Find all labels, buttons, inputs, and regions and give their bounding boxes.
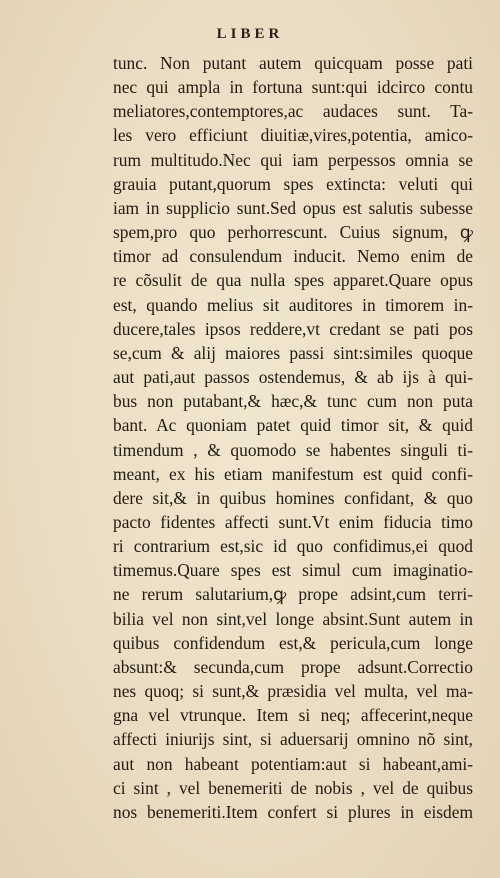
- text-line: pacto fidentes affecti sunt.Vt enim fiducia timo: [113, 511, 473, 532]
- text-line: affecti iniurijs sint, si aduersarij omnino nõ sint,: [113, 729, 473, 750]
- text-line: spem,pro quo perhorrescunt. Cuius signum, ꝙ: [113, 222, 473, 243]
- text-line: aut non habeant potentiam:aut si habeant,ami-: [113, 753, 473, 774]
- text-line: nes quoq; si sunt,& præsidia vel multa, vel ma-: [113, 681, 473, 702]
- text-line: tunc. Non putant autem quicquam posse pati: [113, 53, 473, 73]
- text-line: quibus confidendum est,& pericula,cum longe: [113, 632, 473, 653]
- text-line: re cõsulit de qua nulla spes apparet.Quare opus: [113, 270, 473, 291]
- text-line: bus non putabant,& hæc,& tunc cum non puta: [113, 391, 473, 412]
- text-line: rum multitudo.Nec qui iam perpessos omnia se: [113, 149, 473, 170]
- text-line: nec qui ampla in fortuna sunt:qui idcirco contu: [113, 77, 473, 98]
- text-line: ci sint , vel benemeriti de nobis , vel de quibus: [113, 777, 473, 798]
- text-block: [113, 51, 473, 824]
- text-line: se,cum & alij maiores passi sint:similes quoque: [113, 342, 473, 363]
- text-line: bilia vel non sint,vel longe absint.Sunt autem in: [113, 608, 473, 629]
- text-line: meliatores,contemptores,ac audaces sunt. Ta-: [113, 101, 473, 122]
- text-line: ri contrarium est,sic id quo confidimus,ei quod: [113, 536, 473, 557]
- text-line: aut pati,aut passos ostendemus, & ab ijs à qui-: [113, 367, 473, 388]
- text-line: gna vel vtrunque. Item si neq; affecerint,neque: [113, 705, 473, 726]
- text-line: dere sit,& in quibus homines confidant, & quo: [113, 487, 473, 508]
- text-line: absunt:& secunda,cum prope adsunt.Correctio: [113, 656, 473, 677]
- text-line: timor ad consulendum inducit. Nemo enim de: [113, 246, 473, 267]
- text-line: iam in supplicio sunt.Sed opus est salutis subesse: [113, 197, 473, 218]
- text-line: ne rerum salutarium,ꝙ prope adsint,cum terri-: [113, 584, 473, 605]
- text-line: grauia putant,quorum spes extincta: veluti qui: [113, 173, 473, 194]
- text-line: est, quando melius sit auditores in timorem in-: [113, 294, 473, 315]
- text-line: les vero efficiunt diuitiæ,vires,potentia, amico-: [113, 125, 473, 146]
- text-line: meant, ex his etiam manifestum est quid confi-: [113, 463, 473, 484]
- text-line: timendum , & quomodo se habentes singuli ti-: [113, 439, 473, 460]
- text-line: bant. Ac quoniam patet quid timor sit, & quid: [113, 415, 473, 436]
- running-head: LIBER: [216, 26, 284, 42]
- text-line: ducere,tales ipsos reddere,vt credant se pati pos: [113, 318, 473, 339]
- text-line: timemus.Quare spes est simul cum imaginatio-: [113, 560, 473, 581]
- text-line: nos benemeriti.Item confert si plures in eisdem: [113, 801, 473, 822]
